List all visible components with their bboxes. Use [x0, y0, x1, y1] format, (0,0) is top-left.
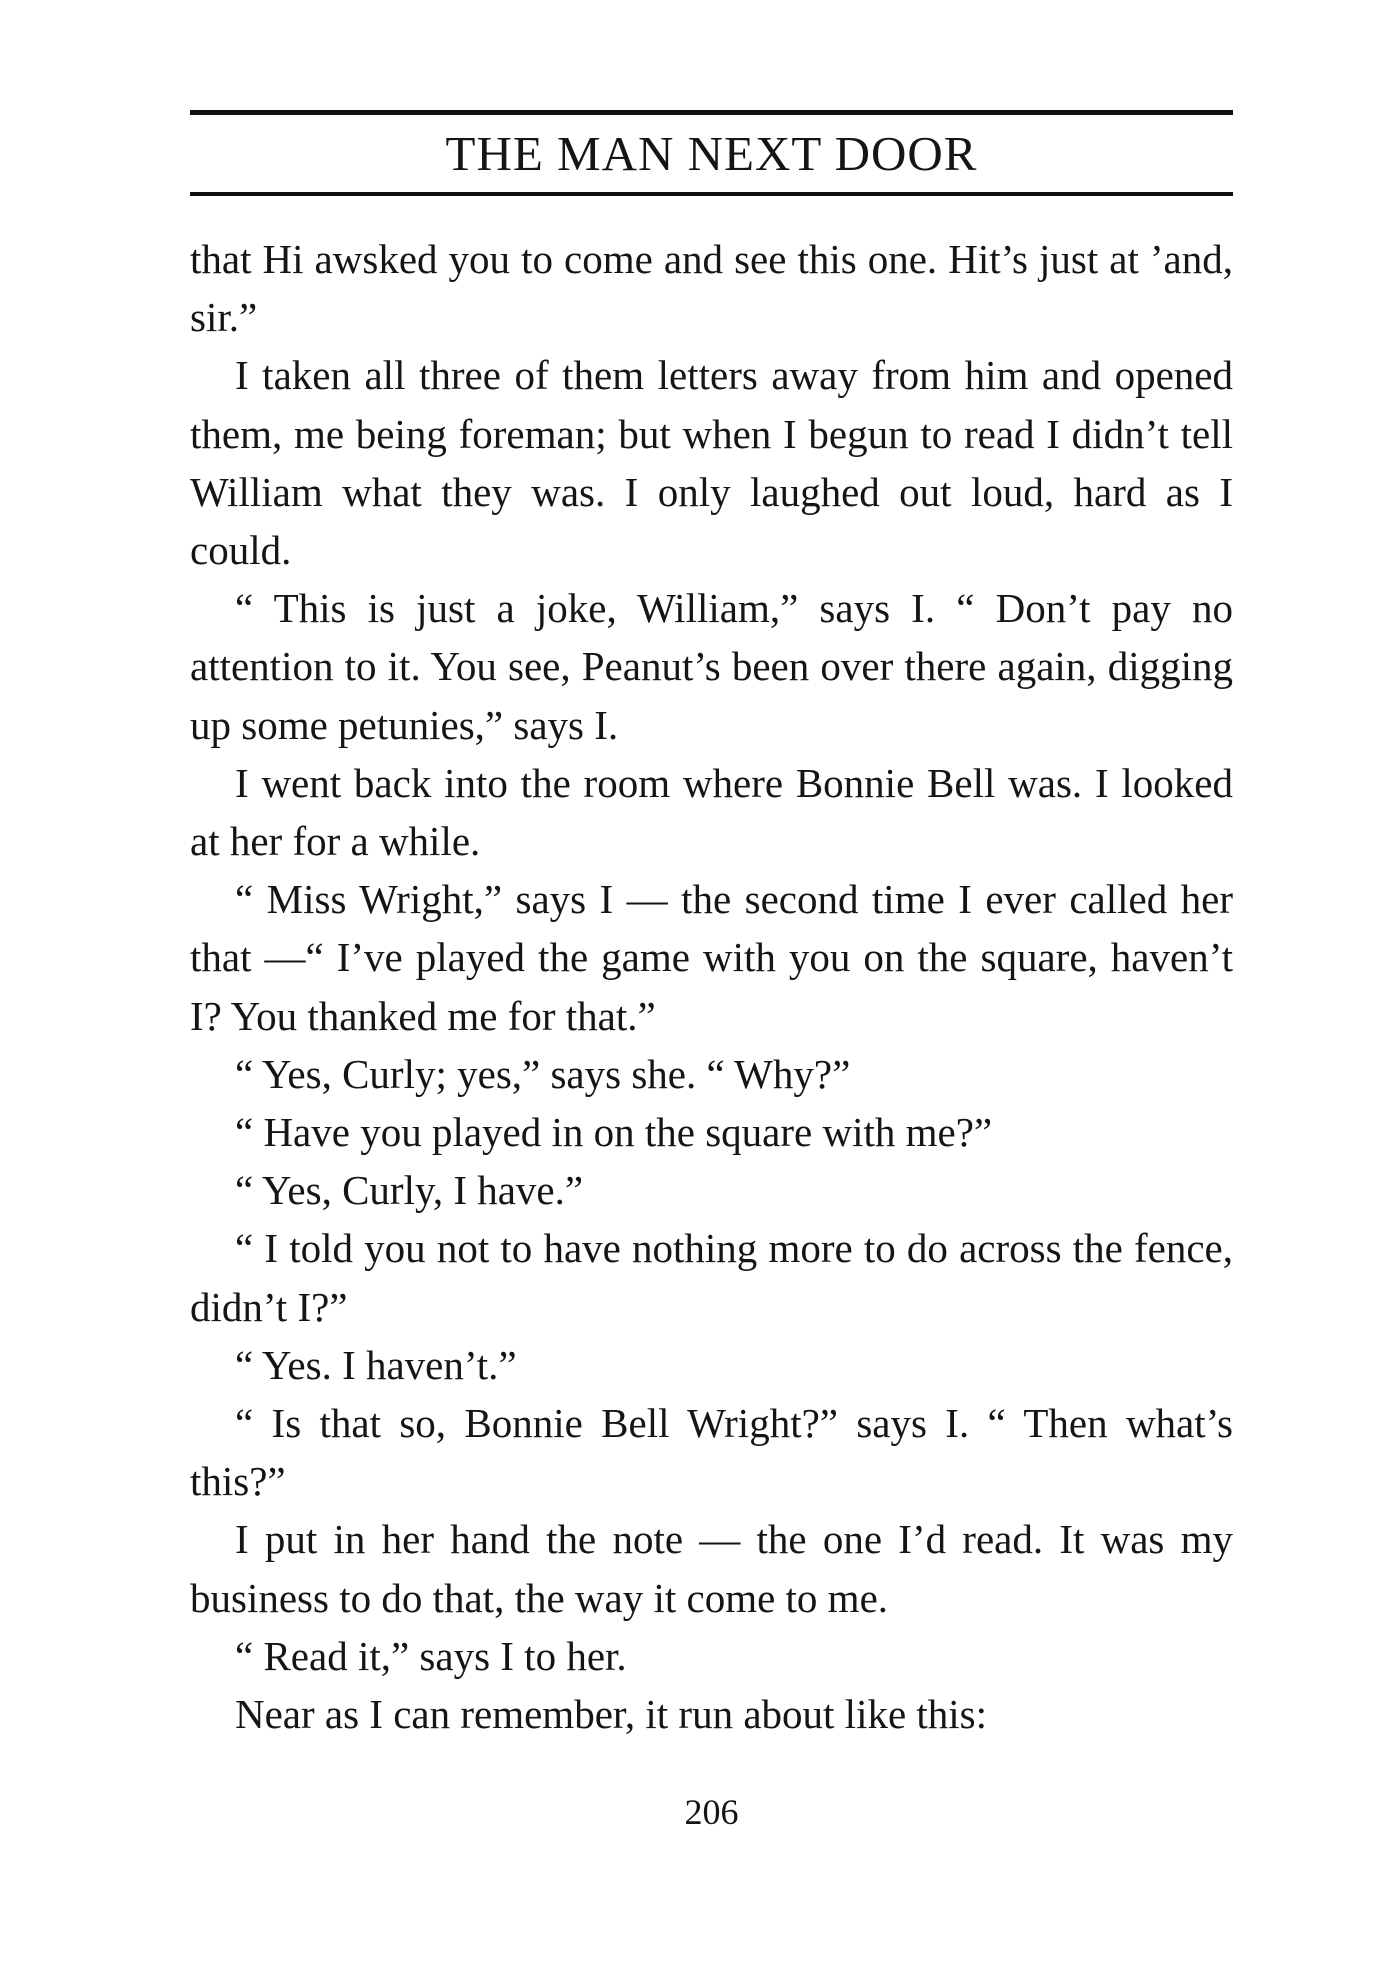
paragraph: “ Have you played in on the square with me?” [235, 1109, 993, 1156]
running-title: THE MAN NEXT DOOR [445, 126, 978, 181]
paragraph: “ This is just a joke, William,” says I. “ Don’t pay no attention to it. You see, Peanut’s been over there again, digging up some petunies,” says I. [190, 585, 1233, 748]
paragraph: I taken all three of them letters away from him and opened them, me being foreman; but when I begun to read I didn’t tell William what they was. I only laughed out loud, hard as I could. [190, 352, 1233, 574]
paragraph: “ Yes. I haven’t.” [235, 1341, 517, 1388]
header-rule-bottom [190, 192, 1233, 196]
paragraph-continued: that Hi awsked you to come and see this one. Hit’s just at ’and, sir.” [190, 236, 1233, 341]
paragraph: “ Read it,” says I to her. [235, 1632, 627, 1679]
paragraph: “ Yes, Curly; yes,” says she. “ Why?” [235, 1050, 851, 1097]
paragraph: “ Is that so, Bonnie Bell Wright?” says I. “ Then what’s this?” [190, 1400, 1233, 1505]
paragraph: “ Miss Wright,” says I — the second time I ever called her that —“ I’ve played the game with you on the square, haven’t I? You thanked me for that.” [190, 876, 1233, 1039]
paragraph: I put in her hand the note — the one I’d read. It was my business to do that, the way it come to me. [190, 1516, 1233, 1621]
paragraph: “ I told you not to have nothing more to do across the fence, didn’t I?” [190, 1225, 1233, 1330]
page-number: 206 [684, 1792, 739, 1832]
paragraph: Near as I can remember, it run about like this: [235, 1691, 988, 1738]
header-rule-top [190, 110, 1233, 115]
paragraph: “ Yes, Curly, I have.” [235, 1167, 584, 1214]
paragraph: I went back into the room where Bonnie Bell was. I looked at her for a while. [190, 759, 1233, 865]
body-text [190, 230, 1233, 1743]
